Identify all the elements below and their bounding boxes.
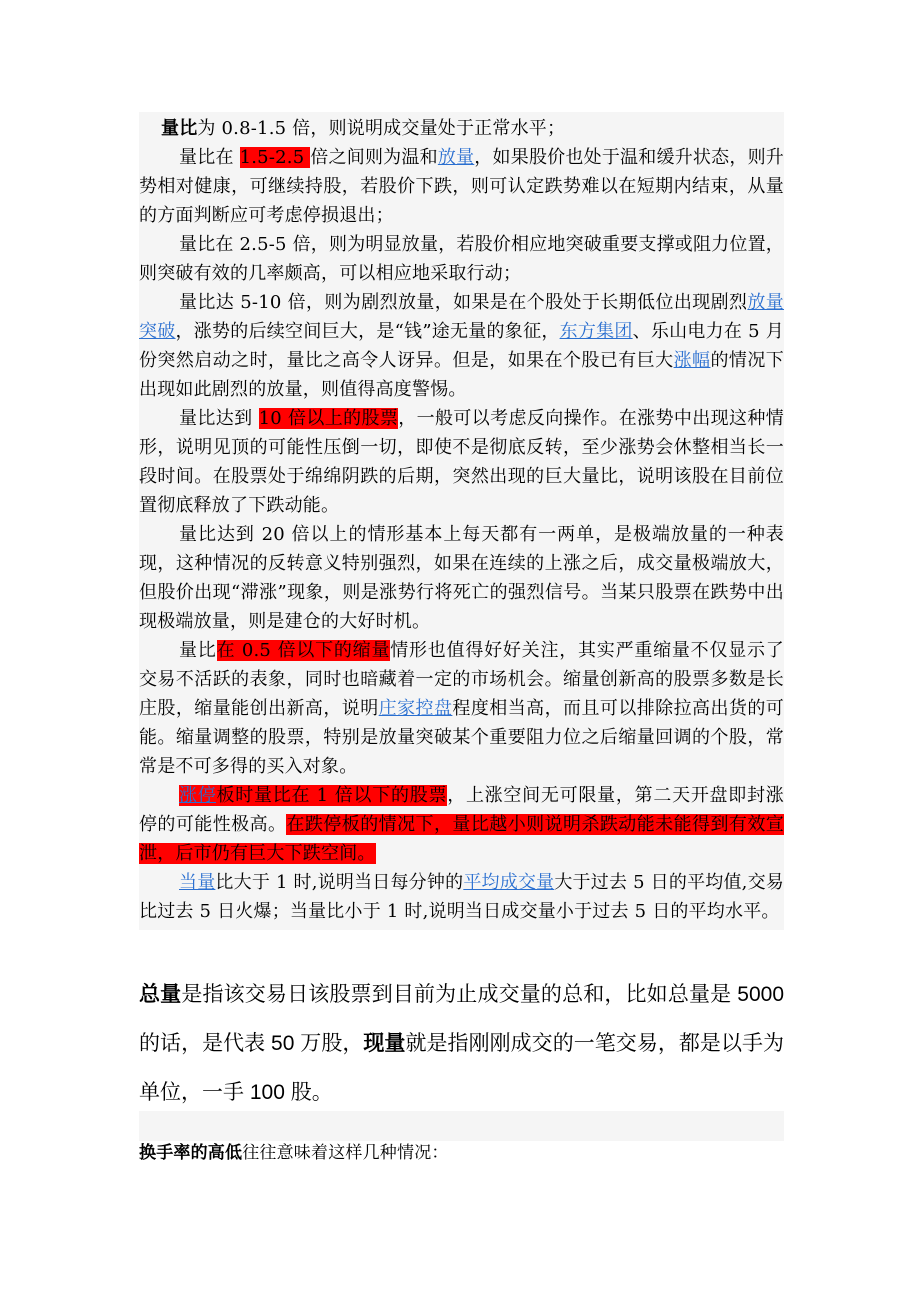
text: ，涨势的后续空间巨大，是“钱”途无量的象征， xyxy=(175,321,560,342)
text: ，一般可以考虑反向操作。在涨势中出现这种情形，说明见顶的可能性压倒一切，即使不是彻底反转，至少涨势会休整相当长一段时间。在股票处于绵绵阴跌的后期，突然出现的巨大量比，说明该股在目前位置彻底释放了下跌动能。 xyxy=(139,408,784,516)
link-zhangting[interactable]: 涨停 xyxy=(179,785,217,806)
paragraph-current-ratio xyxy=(139,868,784,926)
text: 比大于 1 时,说明当日每分钟的 xyxy=(215,872,464,893)
paragraph-shrink-ratio xyxy=(139,636,784,781)
text: 量比达到 20 倍以上的情形基本上每天都有一两单，是极端放量的一种表现，这种情况的反转意义特别强烈，如果在连续的上涨之后，成交量极端放大，但股价出现“滞涨”现象，则是涨势行将死亡的强烈信号。当某只股票在跌势中出现极端放量，则是建仓的大好时机。 xyxy=(139,524,784,632)
link-pingjun-chengjiaoliang[interactable]: 平均成交量 xyxy=(463,872,555,893)
link-zhangfu[interactable]: 涨幅 xyxy=(673,350,711,371)
paragraph-total-volume xyxy=(139,970,784,1117)
text: 往往意味着这样几种情况： xyxy=(242,1143,449,1163)
text: 量比达 5-10 倍，则为剧烈放量，如果是在个股处于长期低位出现剧烈 xyxy=(179,292,748,313)
paragraph-mild-ratio xyxy=(139,143,784,230)
link-dongfang-jituan[interactable]: 东方集团 xyxy=(559,321,633,342)
term-volume-ratio: 量比 xyxy=(161,118,198,139)
text: 量比达到 xyxy=(179,408,259,429)
paragraph-turnover xyxy=(139,1140,784,1166)
text: 量比 xyxy=(179,640,217,661)
text: 大于过去 5 日的平均值,交易比过去 5 日火爆；当量比小于 1 时,说明当日成交量小于过去 5 日的平均水平。 xyxy=(139,872,785,922)
paragraph-normal-ratio xyxy=(139,114,784,143)
paragraph-10x-ratio xyxy=(139,404,784,520)
link-fangliang[interactable]: 放量 xyxy=(437,147,475,168)
paragraph-limit-up xyxy=(139,781,784,868)
total-volume-section xyxy=(139,970,784,1117)
text: ，如果股价也处于温和缓升状态，则升势相对健康，可继续持股，若股价下跌，则可认定跌势难以在短期内结束，从量的方面判断应可考虑停损退出； xyxy=(139,147,785,226)
term-current-volume: 现量 xyxy=(363,1032,406,1055)
link-fangliang-tupo[interactable]: 放量突破 xyxy=(139,292,784,342)
turnover-shade xyxy=(139,1111,784,1141)
paragraph-obvious-ratio xyxy=(139,230,784,288)
text: 量比在 xyxy=(179,147,240,168)
term-turnover: 换手率的高低 xyxy=(139,1143,243,1162)
highlight: 10 倍以上的股票 xyxy=(258,408,399,429)
link-dangliang[interactable]: 当量 xyxy=(179,872,216,893)
highlight: 板时量比在 1 倍以下的股票 xyxy=(216,785,448,806)
text: ，上涨空间无可限量，第二天开盘即封涨停的可能性极高。 xyxy=(139,785,784,835)
paragraph-severe-ratio xyxy=(139,288,784,404)
term-total-volume: 总量 xyxy=(139,983,182,1006)
text: 、乐山电力在 5 月份突然启动之时，量比之高令人讶异。但是，如果在个股已有巨大 xyxy=(139,321,784,371)
highlight: 1.5-2.5 xyxy=(239,147,311,168)
text: 情形也值得好好关注，其实严重缩量不仅显示了交易不活跃的表象，同时也暗藏着一定的市场机会。缩量创新高的股票多数是长庄股，缩量能创出新高，说明 xyxy=(139,640,784,719)
text: 量比在 2.5-5 倍，则为明显放量，若股价相应地突破重要支撑或阻力位置，则突破有效的几率颇高，可以相应地采取行动； xyxy=(139,234,785,284)
text: 倍之间则为温和 xyxy=(310,147,438,168)
link-zhuangjia-kongpan[interactable]: 庄家控盘 xyxy=(378,698,453,719)
document-body xyxy=(139,112,784,930)
text: 程度相当高，而且可以排除拉高出货的可能。缩量调整的股票，特别是放量突破某个重要阻力位之后缩量回调的个股，常常是不可多得的买入对象。 xyxy=(139,698,784,777)
turnover-section xyxy=(139,1140,784,1166)
paragraph-20x-ratio xyxy=(139,520,784,636)
text: 的情况下出现如此剧烈的放量，则值得高度警惕。 xyxy=(139,350,784,400)
text: 是指该交易日该股票到目前为止成交量的总和，比如总量是 5000 的话，是代表 50 万股， xyxy=(139,983,784,1055)
text: 为 0.8-1.5 倍，则说明成交量处于正常水平； xyxy=(197,118,566,139)
highlight: 在跌停板的情况下，量比越小则说明杀跌动能未能得到有效宣泄，后市仍有巨大下跌空间。 xyxy=(139,814,784,864)
highlight: 在 0.5 倍以下的缩量 xyxy=(216,640,391,661)
volume-ratio-section xyxy=(139,112,784,930)
text: 就是指刚刚成交的一笔交易，都是以手为单位，一手 100 股。 xyxy=(139,1032,785,1104)
